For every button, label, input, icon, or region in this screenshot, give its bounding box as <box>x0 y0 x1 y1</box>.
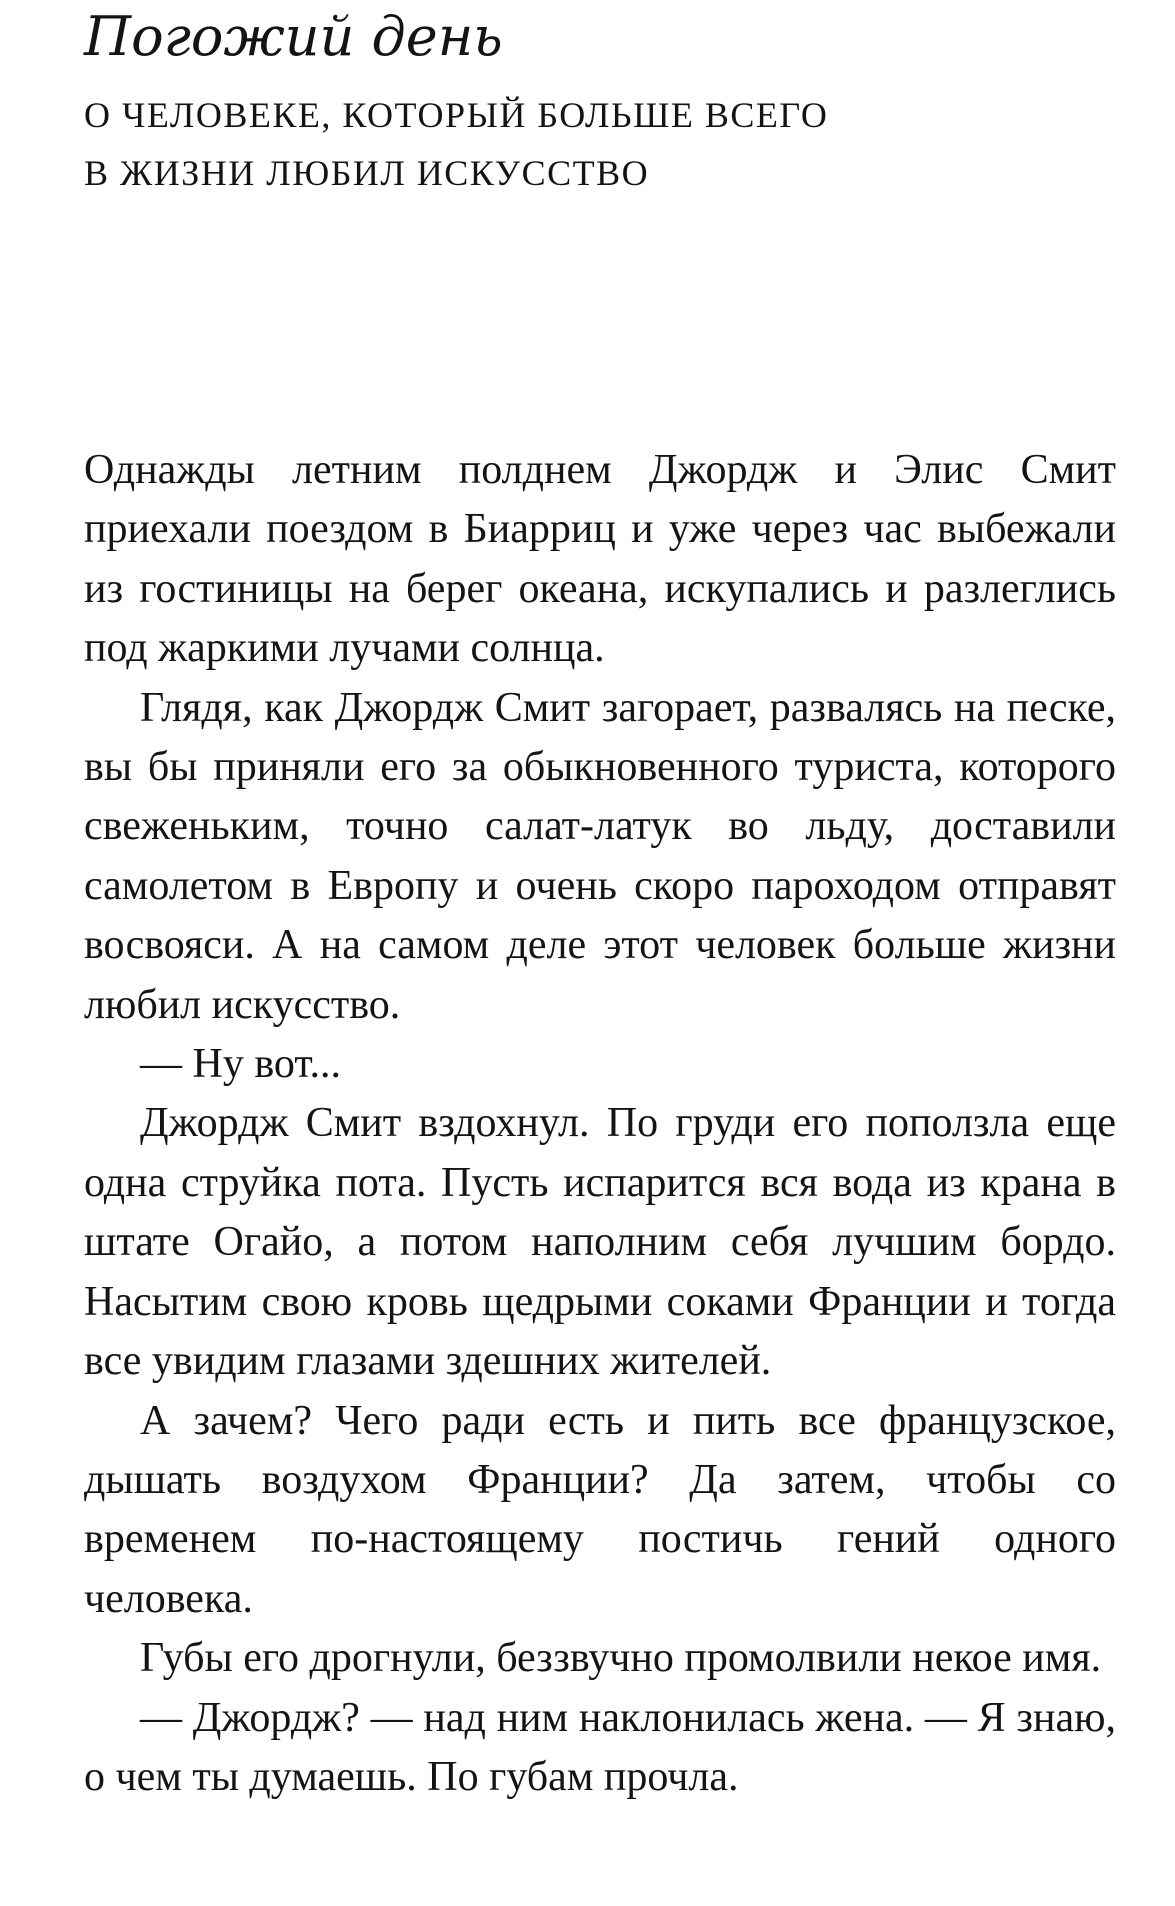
chapter-title: Погожий день <box>84 5 503 68</box>
paragraph-1: Однажды летним полднем Джордж и Элис Смит приехали поездом в Биарриц и уже через час выбежали из гостиницы на берег океана, искупались и разлеглись под жаркими лучами солнца. <box>84 447 1116 672</box>
chapter-subtitle-line-1: О ЧЕЛОВЕКЕ, КОТОРЫЙ БОЛЬШЕ ВСЕГО <box>84 95 829 135</box>
paragraph-7-dialogue: — Джордж? — над ним наклонилась жена. — Я знаю, о чем ты думаешь. По губам прочла. <box>84 1694 1116 1800</box>
paragraph-6: Губы его дрогнули, беззвучно промолвили некое имя. <box>140 1635 1102 1682</box>
chapter-body <box>84 441 1116 1807</box>
chapter-subtitle-line-2: В ЖИЗНИ ЛЮБИЛ ИСКУССТВО <box>84 153 650 193</box>
paragraph-2: Глядя, как Джордж Смит загорает, развалясь на песке, вы бы приняли его за обыкновенного туриста, которого свеженьким, точно салат-латук во льду, доставили самолетом в Европу и очень скоро пароходом отправят восвояси. А на самом деле этот человек больше жизни любил искусство. <box>84 684 1116 1028</box>
paragraph-4: Джордж Смит вздохнул. По груди его поползла еще одна струйка пота. Пусть испарится вся вода из крана в штате Огайо, а потом наполним себя лучшим бордо. Насытим свою кровь щедрыми соками Франции и тогда все увидим глазами здешних жителей. <box>84 1100 1116 1385</box>
chapter-subtitle <box>84 86 828 202</box>
paragraph-3-dialogue: — Ну вот... <box>140 1041 342 1088</box>
paragraph-5: А зачем? Чего ради есть и пить все французское, дышать воздухом Франции? Да затем, чтобы со временем по-настоящему постичь гений одного человека. <box>84 1397 1116 1622</box>
